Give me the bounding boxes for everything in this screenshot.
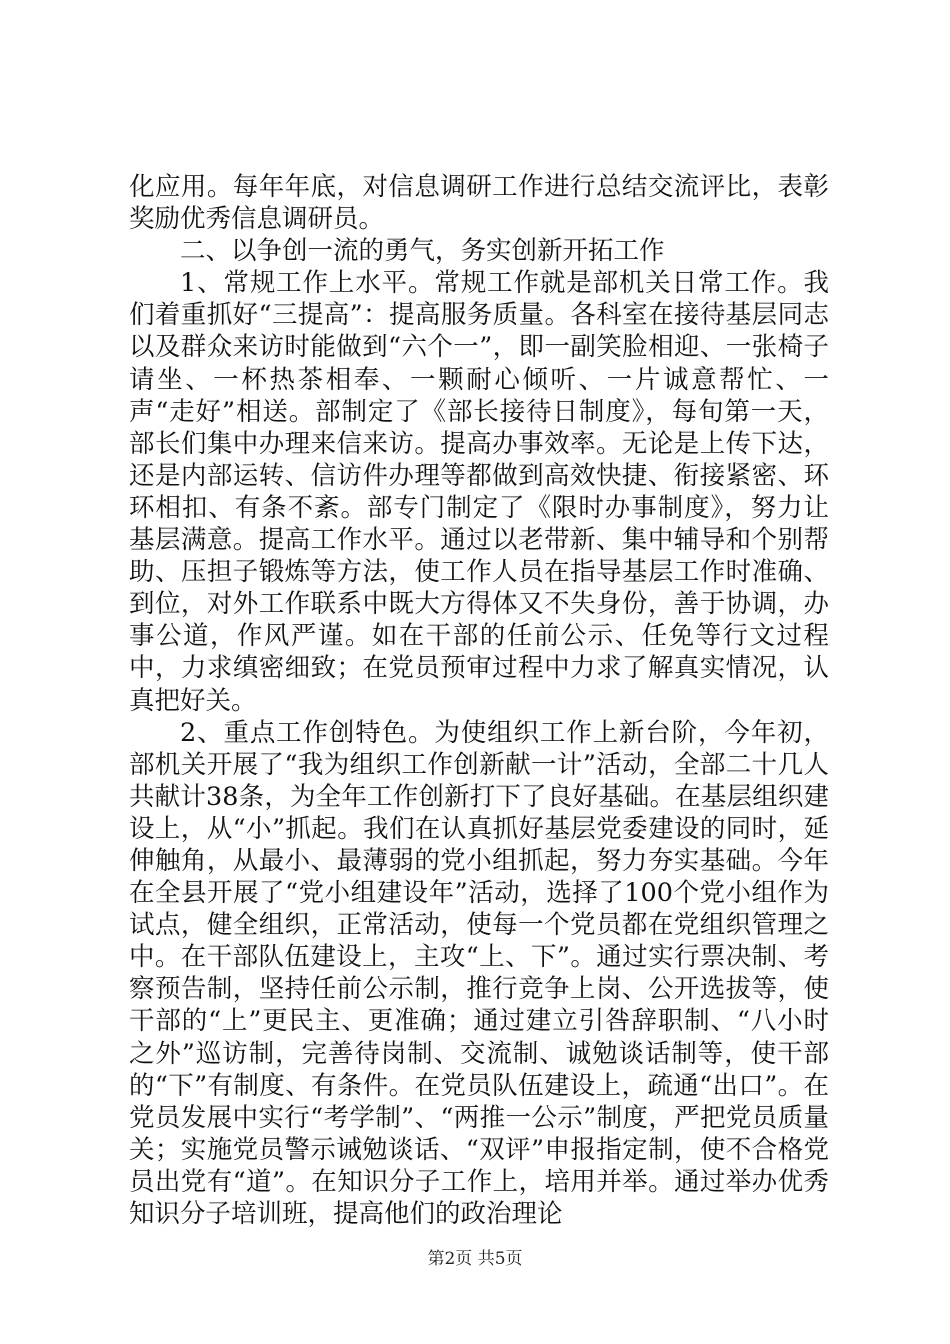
paragraph-routine-work: 1、常规工作上水平。常规工作就是部机关日常工作。我们着重抓好“三提高”：提高服务质量。各科室在接待基层同志以及群众来访时能做到“六个一”，即一副笑脸相迎、一张椅子请坐、一杯热茶相奉、一颗耐心倾听、一片诚意帮忙、一声“走好”相送。部制定了《部长接待日制度》，每旬第一天，部长们集中办理来信来访。提高办事效率。无论是上传下达，还是内部运转、信访件办理等都做到高效快捷、衔接紧密、环环相扣、有条不紊。部专门制定了《限时办事制度》，努力让基层满意。提高工作水平。通过以老带新、集中辅导和个别帮助、压担子锻炼等方法，使工作人员在指导基层工作时准确、到位，对外工作联系中既大方得体又不失身份，善于协调，办事公道，作风严谨。如在干部的任前公示、任免等行文过程中，力求缜密细致；在党员预审过程中力求了解真实情况，认真把好关。 — [129, 268, 829, 716]
page-number-footer: 第2页 共5页 — [427, 1249, 523, 1269]
document-body — [129, 171, 829, 1230]
paragraph-continuation: 化应用。每年年底，对信息调研工作进行总结交流评比，表彰奖励优秀信息调研员。 — [129, 172, 829, 235]
section-heading: 二、以争创一流的勇气，务实创新开拓工作 — [180, 236, 665, 267]
paragraph-key-work: 2、重点工作创特色。为使组织工作上新台阶，今年初，部机关开展了“我为组织工作创新献一计”活动，全部二十几人共献计38条，为全年工作创新打下了良好基础。在基层组织建设上，从“小”抓起。我们在认真抓好基层党委建设的同时，延伸触角，从最小、最薄弱的党小组抓起，努力夯实基础。今年在全县开展了“党小组建设年”活动，选择了100个党小组作为试点，健全组织，正常活动，使每一个党员都在党组织管理之中。在干部队伍建设上，主攻“上、下”。通过实行票决制、考察预告制，坚持任前公示制，推行竞争上岗、公开选拔等，使干部的“上”更民主、更准确；通过建立引咎辞职制、“八小时之外”巡访制，完善待岗制、交流制、诚勉谈话制等，使干部的“下”有制度、有条件。在党员队伍建设上，疏通“出口”。在党员发展中实行“考学制”、“两推一公示”制度，严把党员质量关；实施党员警示诫勉谈话、“双评”申报指定制，使不合格党员出党有“道”。在知识分子工作上，培用并举。通过举办优秀知识分子培训班，提高他们的政治理论 — [129, 717, 829, 1229]
